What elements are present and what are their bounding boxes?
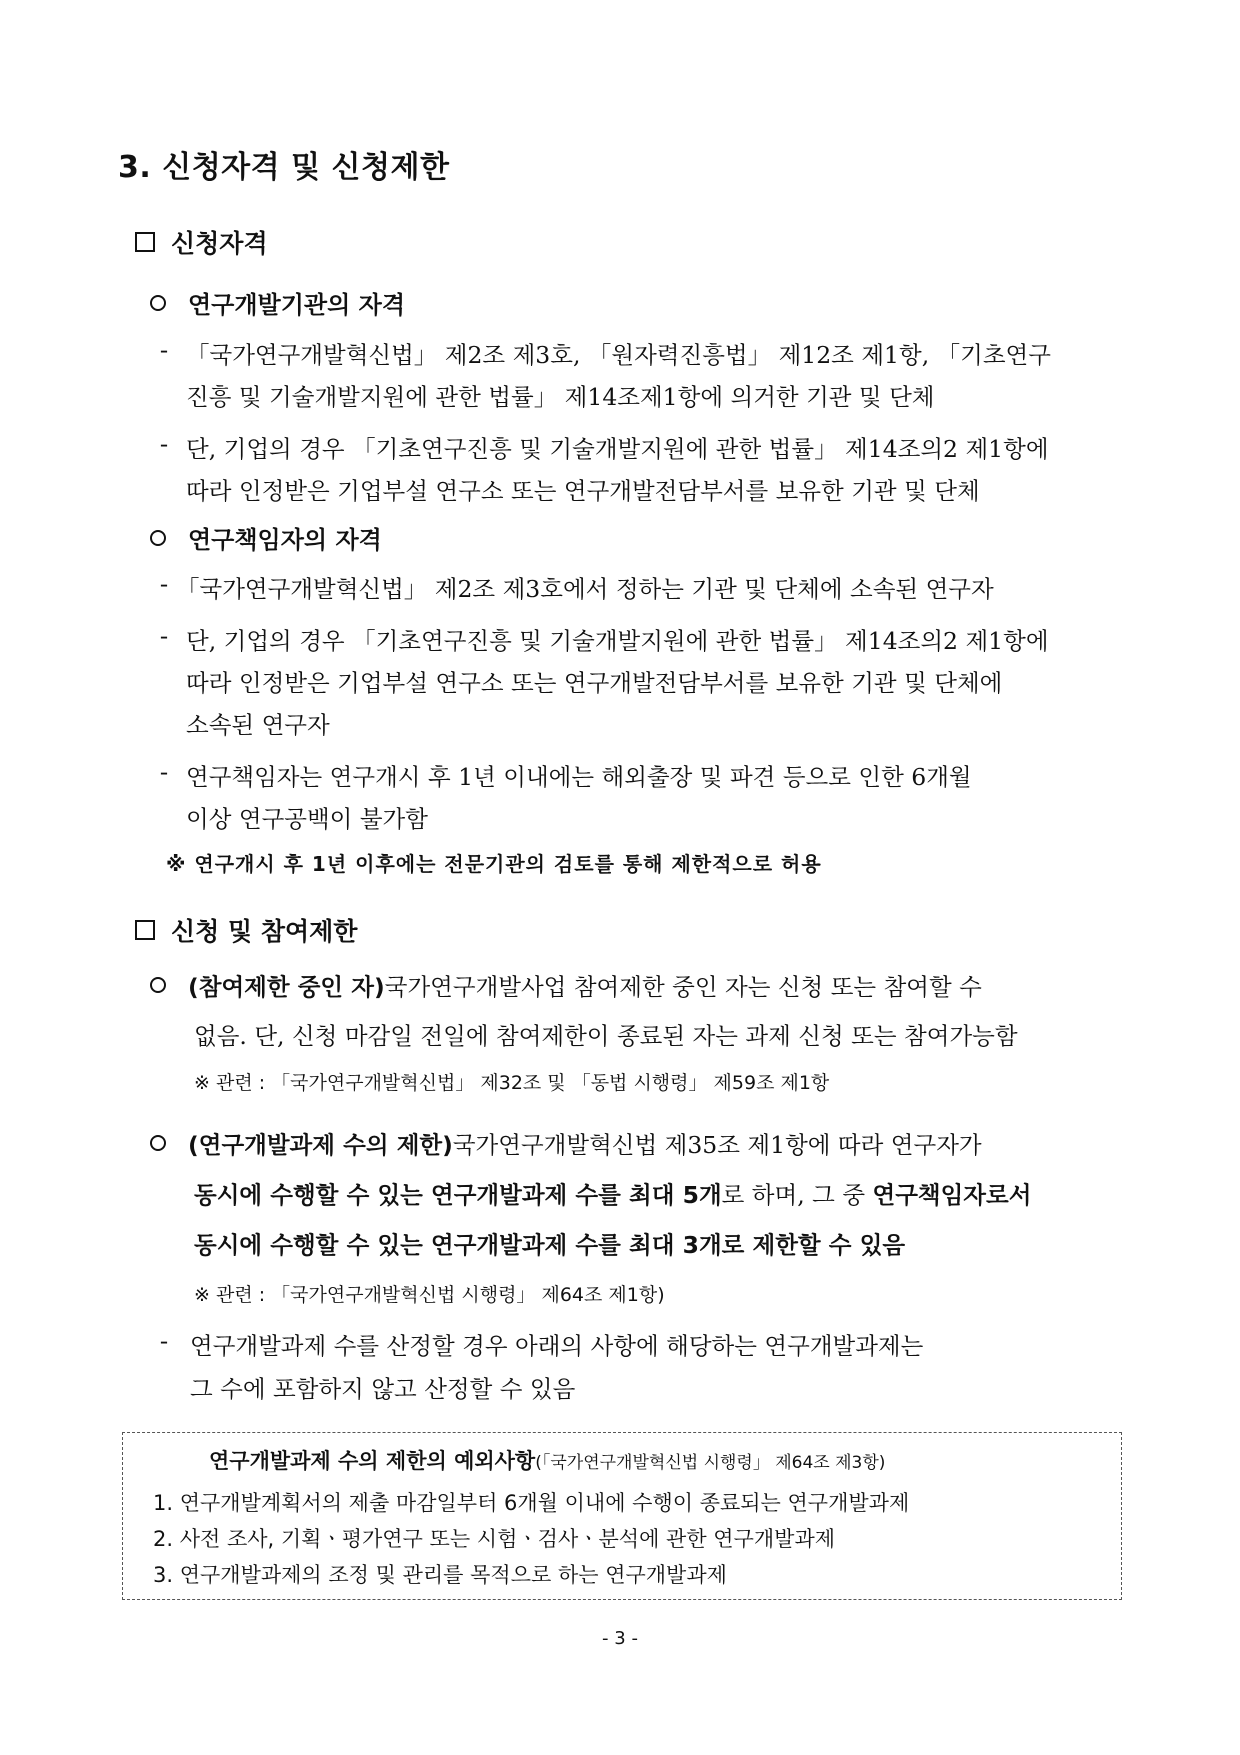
participation-restriction-text1: 국가연구개발사업 참여제한 중인 자는 신청 또는 참여할 수 [384, 973, 982, 1001]
researcher-note: ※ 연구개시 후 1년 이후에는 전문기관의 검토를 통해 제한적으로 허용 [166, 852, 822, 876]
limit-5-bold: 동시에 수행할 수 있는 연구개발과제 수를 최대 5개 [194, 1181, 722, 1209]
dash-bullet: - [159, 1327, 169, 1355]
qualification-heading-label: 신청자격 [171, 229, 268, 258]
dash-bullet: - [159, 622, 169, 650]
researcher-qualification-heading [150, 520, 382, 555]
researcher-item2-line3: 소속된 연구자 [186, 711, 330, 739]
project-count-limit-label: (연구개발과제 수의 제한) [188, 1131, 453, 1159]
researcher-item3-line2: 이상 연구공백이 불가함 [186, 805, 428, 833]
exception-title-bold: 연구개발과제 수의 제한의 예외사항 [209, 1449, 536, 1473]
project-count-limit-note: ※ 관련 : 「국가연구개발혁신법 시행령」 제64조 제1항) [194, 1284, 665, 1306]
checkbox-square-icon [135, 232, 155, 252]
count-exception-line2: 그 수에 포함하지 않고 산정할 수 있음 [190, 1375, 576, 1403]
institution-item1-line2: 진흥 및 기술개발지원에 관한 법률」 제14조제1항에 의거한 기관 및 단체 [186, 383, 935, 411]
circle-bullet-icon [150, 295, 166, 311]
limit-line2-text: 로 하며, 그 중 [721, 1181, 873, 1209]
dash-bullet: - [159, 430, 169, 458]
circle-bullet-icon [150, 977, 166, 993]
exception-item: 2. 사전 조사, 기획ㆍ평가연구 또는 시험ㆍ검사ㆍ분석에 관한 연구개발과제 [153, 1527, 836, 1551]
exception-title-ref: (「국가연구개발혁신법 시행령」 제64조 제3항) [535, 1453, 886, 1473]
count-exception-line1: 연구개발과제 수를 산정할 경우 아래의 사항에 해당하는 연구개발과제는 [190, 1332, 924, 1360]
researcher-item2-line2: 따라 인정받은 기업부설 연구소 또는 연구개발전담부서를 보유한 기관 및 단체에 [186, 669, 1003, 697]
participation-restriction-label: (참여제한 중인 자) [188, 973, 385, 1001]
restriction-heading [135, 912, 357, 948]
institution-item2-line1: 단, 기업의 경우 「기초연구진흥 및 기술개발지원에 관한 법률」 제14조의2 제1항에 [186, 435, 1049, 463]
institution-qualification-heading [150, 285, 405, 320]
project-count-limit-para [150, 1126, 982, 1160]
circle-bullet-icon [150, 1135, 166, 1151]
checkbox-square-icon [135, 920, 155, 940]
researcher-item2-line1: 단, 기업의 경우 「기초연구진흥 및 기술개발지원에 관한 법률」 제14조의2 제1항에 [186, 627, 1049, 655]
section-title: 3. 신청자격 및 신청제한 [118, 150, 450, 185]
researcher-item1-line1: 「국가연구개발혁신법」 제2조 제3호에서 정하는 기관 및 단체에 소속된 연구자 [176, 575, 994, 603]
restriction-heading-label: 신청 및 참여제한 [171, 917, 358, 946]
participation-restriction-para [150, 968, 982, 1002]
participation-restriction-note: ※ 관련 : 「국가연구개발혁신법」 제32조 및 「동법 시행령」 제59조 제1항 [194, 1072, 830, 1094]
exception-item: 1. 연구개발계획서의 제출 마감일부터 6개월 이내에 수행이 종료되는 연구개발과제 [153, 1491, 910, 1515]
dash-bullet: - [159, 758, 169, 786]
institution-item1-line1: 「국가연구개발혁신법」 제2조 제3호, 「원자력진흥법」 제12조 제1항, 「기초연구 [186, 341, 1051, 369]
circle-bullet-icon [150, 530, 166, 546]
qualification-heading [135, 224, 268, 260]
participation-restriction-text2: 없음. 단, 신청 마감일 전일에 참여제한이 종료된 자는 과제 신청 또는 참여가능함 [194, 1022, 1018, 1050]
institution-item2-line2: 따라 인정받은 기업부설 연구소 또는 연구개발전담부서를 보유한 기관 및 단체 [186, 477, 980, 505]
limit-pi-bold: 연구책임자로서 [872, 1181, 1032, 1209]
project-count-limit-line2 [194, 1176, 1031, 1210]
researcher-item3-line1: 연구책임자는 연구개시 후 1년 이내에는 해외출장 및 파견 등으로 인한 6개월 [186, 763, 972, 791]
dash-bullet: - [159, 570, 169, 598]
exception-title [209, 1445, 885, 1475]
exception-item: 3. 연구개발과제의 조정 및 관리를 목적으로 하는 연구개발과제 [153, 1563, 727, 1587]
project-count-limit-text1: 국가연구개발혁신법 제35조 제1항에 따라 연구자가 [452, 1131, 982, 1159]
page-number: - 3 - [602, 1628, 638, 1649]
exception-box [122, 1432, 1122, 1600]
researcher-heading-label: 연구책임자의 자격 [188, 526, 382, 554]
limit-3-bold: 동시에 수행할 수 있는 연구개발과제 수를 최대 3개로 제한할 수 있음 [194, 1231, 906, 1259]
dash-bullet: - [159, 336, 169, 364]
institution-heading-label: 연구개발기관의 자격 [188, 291, 406, 319]
